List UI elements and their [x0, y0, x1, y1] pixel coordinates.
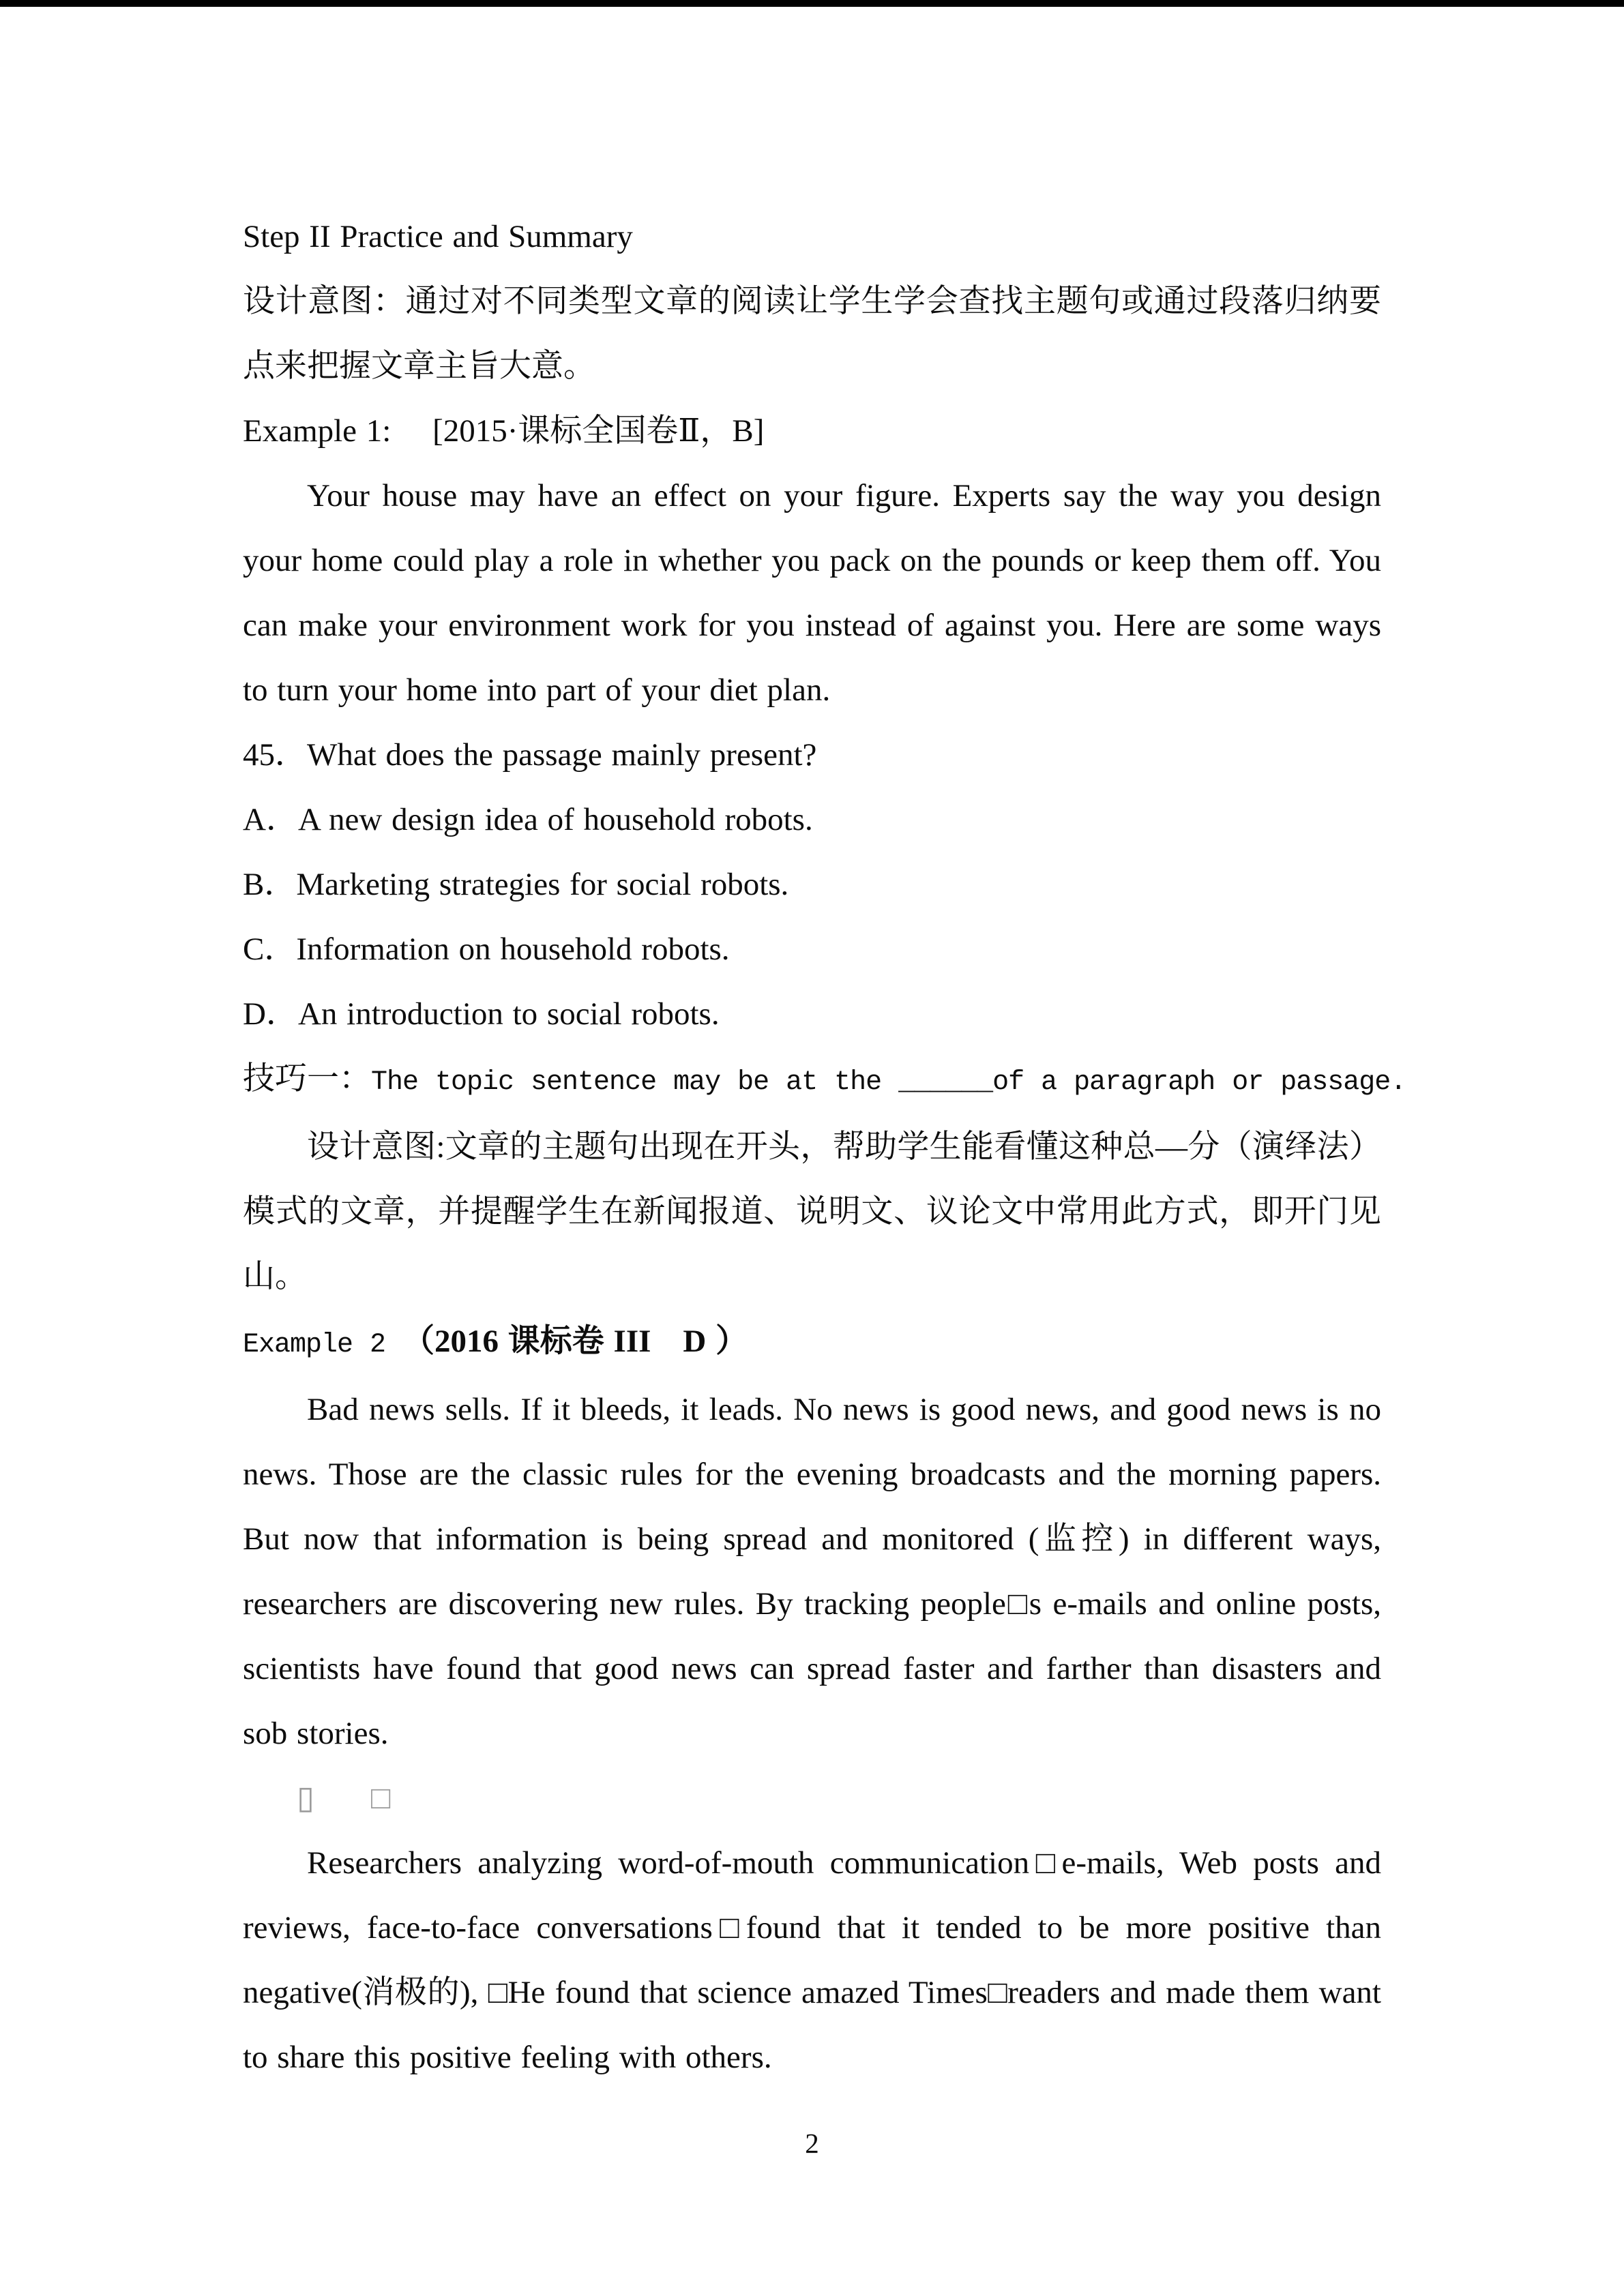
design-intent-1 [243, 269, 1381, 399]
document-content [243, 205, 1406, 2090]
example-1-label-text: Example 1: [2015·课标全国卷Ⅱ，B] [243, 413, 765, 449]
design-intent-1-text: 设计意图：通过对不同类型文章的阅读让学生学会查找主题句或通过段落归纳要点来把握文章主旨大意。 [243, 284, 1381, 384]
example-2-label [243, 1309, 1381, 1377]
page-top-border [0, 0, 1624, 7]
passage-example-2 [243, 1377, 1381, 1766]
option-b-text: B．Marketing strategies for social robots. [243, 867, 789, 902]
question-45 [243, 723, 1381, 788]
passage-example-2b [243, 1831, 1381, 2090]
skill-1 [243, 1047, 1406, 1115]
option-d-text: D．An introduction to social robots. [243, 996, 720, 1032]
option-b [243, 852, 1381, 917]
passage-example-1 [243, 464, 1381, 723]
design-intent-2 [243, 1115, 1381, 1309]
page-number: 2 [805, 2128, 819, 2159]
option-a [243, 788, 1381, 852]
design-intent-2-text: 设计意图:文章的主题句出现在开头，帮助学生能看懂这种总—分（演绎法）模式的文章，并提醒学生在新闻报道、说明文、议论文中常用此方式，即开门见山。 [243, 1129, 1381, 1294]
example-2-label-text: Example 2 [243, 1330, 403, 1360]
missing-glyph-line-text: ▯ □ [297, 1780, 403, 1816]
option-d [243, 982, 1381, 1047]
heading-step2 [243, 205, 1381, 269]
option-c-text: C．Information on household robots. [243, 931, 730, 967]
skill-1-text: 技巧一： [243, 1061, 371, 1097]
example-1-label [243, 399, 1381, 464]
heading-step2-text: Step II Practice and Summary [243, 219, 633, 254]
missing-glyph-line [243, 1766, 1381, 1831]
option-c [243, 917, 1381, 982]
passage-example-2-text: Bad news sells. If it bleeds, it leads. No news is good news, and good news is no news. Those are the classic rules for the evening broadcasts and the morning papers. But now that information is being spread and monitored (监控) in different ways, researchers are discovering new rules. By tracking people□s e-mails and online posts, scientists have found that good news can spread faster and farther than disasters and sob stories. [243, 1392, 1381, 1751]
example-2-label-text: （2016 课标卷 III D ） [402, 1324, 748, 1359]
skill-1-text: The topic sentence may be at the ______of a paragraph or passage. [371, 1067, 1406, 1098]
option-a-text: A．A new design idea of household robots. [243, 802, 813, 837]
question-45-text: 45．What does the passage mainly present? [243, 737, 817, 773]
passage-example-2b-text: Researchers analyzing word-of-mouth communication□e-mails, Web posts and reviews, face-to-face conversations□found that it tended to be more positive than negative(消极的), □He found that science amazed Times□readers and made them want to share this positive feeling with others. [243, 1845, 1381, 2075]
passage-example-1-text: Your house may have an effect on your figure. Experts say the way you design your home could play a role in whether you pack on the pounds or keep them off. You can make your environment work for you instead of against you. Here are some ways to turn your home into part of your diet plan. [243, 478, 1381, 708]
